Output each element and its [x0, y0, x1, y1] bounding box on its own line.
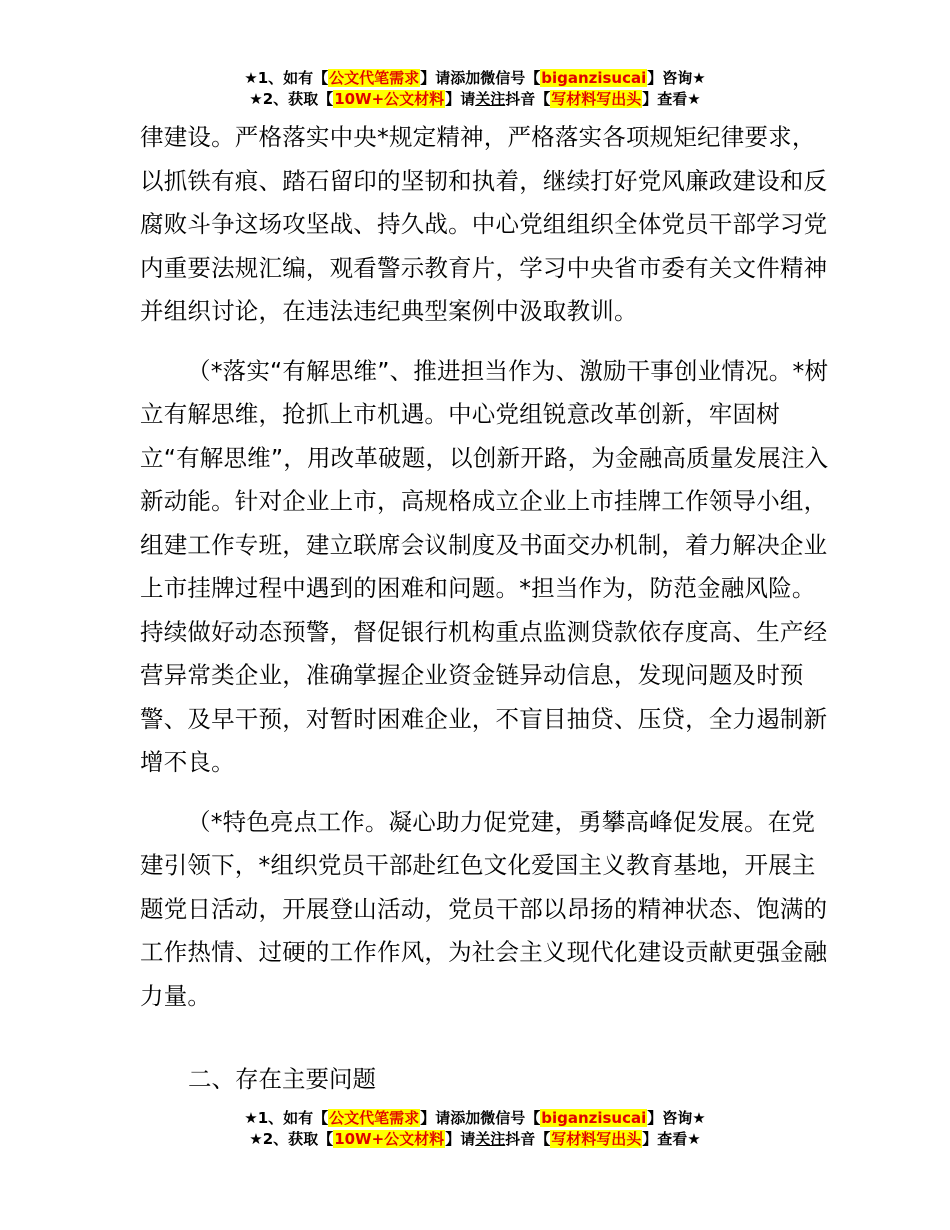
- promo-text: 】咨询★: [647, 1109, 706, 1127]
- promo-line-1: [0, 68, 950, 89]
- promo-line-1: [0, 1108, 950, 1129]
- highlight-materials: 10W+公文材料: [334, 1130, 445, 1148]
- highlight-service: 公文代笔需求: [329, 69, 420, 87]
- section-heading: 二、存在主要问题: [188, 1065, 376, 1093]
- highlight-materials: 10W+公文材料: [334, 90, 445, 108]
- bottom-promo-banner: [0, 1108, 950, 1150]
- promo-text: 】请添加微信号【: [420, 69, 541, 87]
- paragraph-2: （*落实“有解思维”、推进担当作为、激励干事创业情况。*树立有解思维，抢抓上市机遇。中心党组锐意改革创新，牢固树立“有解思维”，用改革破题，以创新开路，为金融高质量发展注入新动能。针对企业上市，高规格成立企业上市挂牌工作领导小组，组建工作专班，建立联席会议制度及书面交办机制，着力解决企业上市挂牌过程中遇到的困难和问题。*担当作为，防范金融风险。持续做好动态预警，督促银行机构重点监测贷款依存度高、生产经营异常类企业，准确掌握企业资金链异动信息，发现问题及时预警、及早干预，对暂时困难企业，不盲目抽贷、压贷，全力遏制新增不良。: [140, 356, 829, 776]
- promo-text: 抖音【: [505, 90, 551, 108]
- promo-text: ★2、获取【: [249, 90, 334, 108]
- promo-text: 】查看★: [642, 1130, 701, 1148]
- promo-text: 】请: [445, 1130, 476, 1148]
- document-body: [140, 116, 830, 1018]
- underlined-follow: 关注: [475, 1130, 506, 1148]
- promo-text: ★2、获取【: [249, 1130, 334, 1148]
- promo-text: 】咨询★: [647, 69, 706, 87]
- highlight-account: 写材料写出头: [551, 90, 642, 108]
- promo-text: 】请添加微信号【: [420, 1109, 541, 1127]
- promo-text: ★1、如有【: [244, 69, 329, 87]
- highlight-service: 公文代笔需求: [329, 1109, 420, 1127]
- highlight-wechat-id: biganzisucai: [541, 1109, 647, 1127]
- highlight-wechat-id: biganzisucai: [541, 69, 647, 87]
- underlined-follow: 关注: [475, 90, 506, 108]
- promo-text: 抖音【: [505, 1130, 551, 1148]
- promo-line-2: [0, 1129, 950, 1150]
- promo-text: ★1、如有【: [244, 1109, 329, 1127]
- promo-text: 】请: [445, 90, 476, 108]
- paragraph-1: 律建设。严格落实中央*规定精神，严格落实各项规矩纪律要求，以抓铁有痕、踏石留印的坚韧和执着，继续打好党风廉政建设和反腐败斗争这场攻坚战、持久战。中心党组组织全体党员干部学习党内重要法规汇编，观看警示教育片，学习中央省市委有关文件精神并组织讨论，在违法违纪典型案例中汲取教训。: [140, 123, 828, 325]
- promo-line-2: [0, 89, 950, 110]
- top-promo-banner: [0, 68, 950, 110]
- promo-text: 】查看★: [642, 90, 701, 108]
- paragraph-3: （*特色亮点工作。凝心助力促党建，勇攀高峰促发展。在党建引领下，*组织党员干部赴红色文化爱国主义教育基地，开展主题党日活动，开展登山活动，党员干部以昂扬的精神状态、饱满的工作热情、过硬的工作作风，为社会主义现代化建设贡献更强金融力量。: [140, 807, 828, 1010]
- highlight-account: 写材料写出头: [551, 1130, 642, 1148]
